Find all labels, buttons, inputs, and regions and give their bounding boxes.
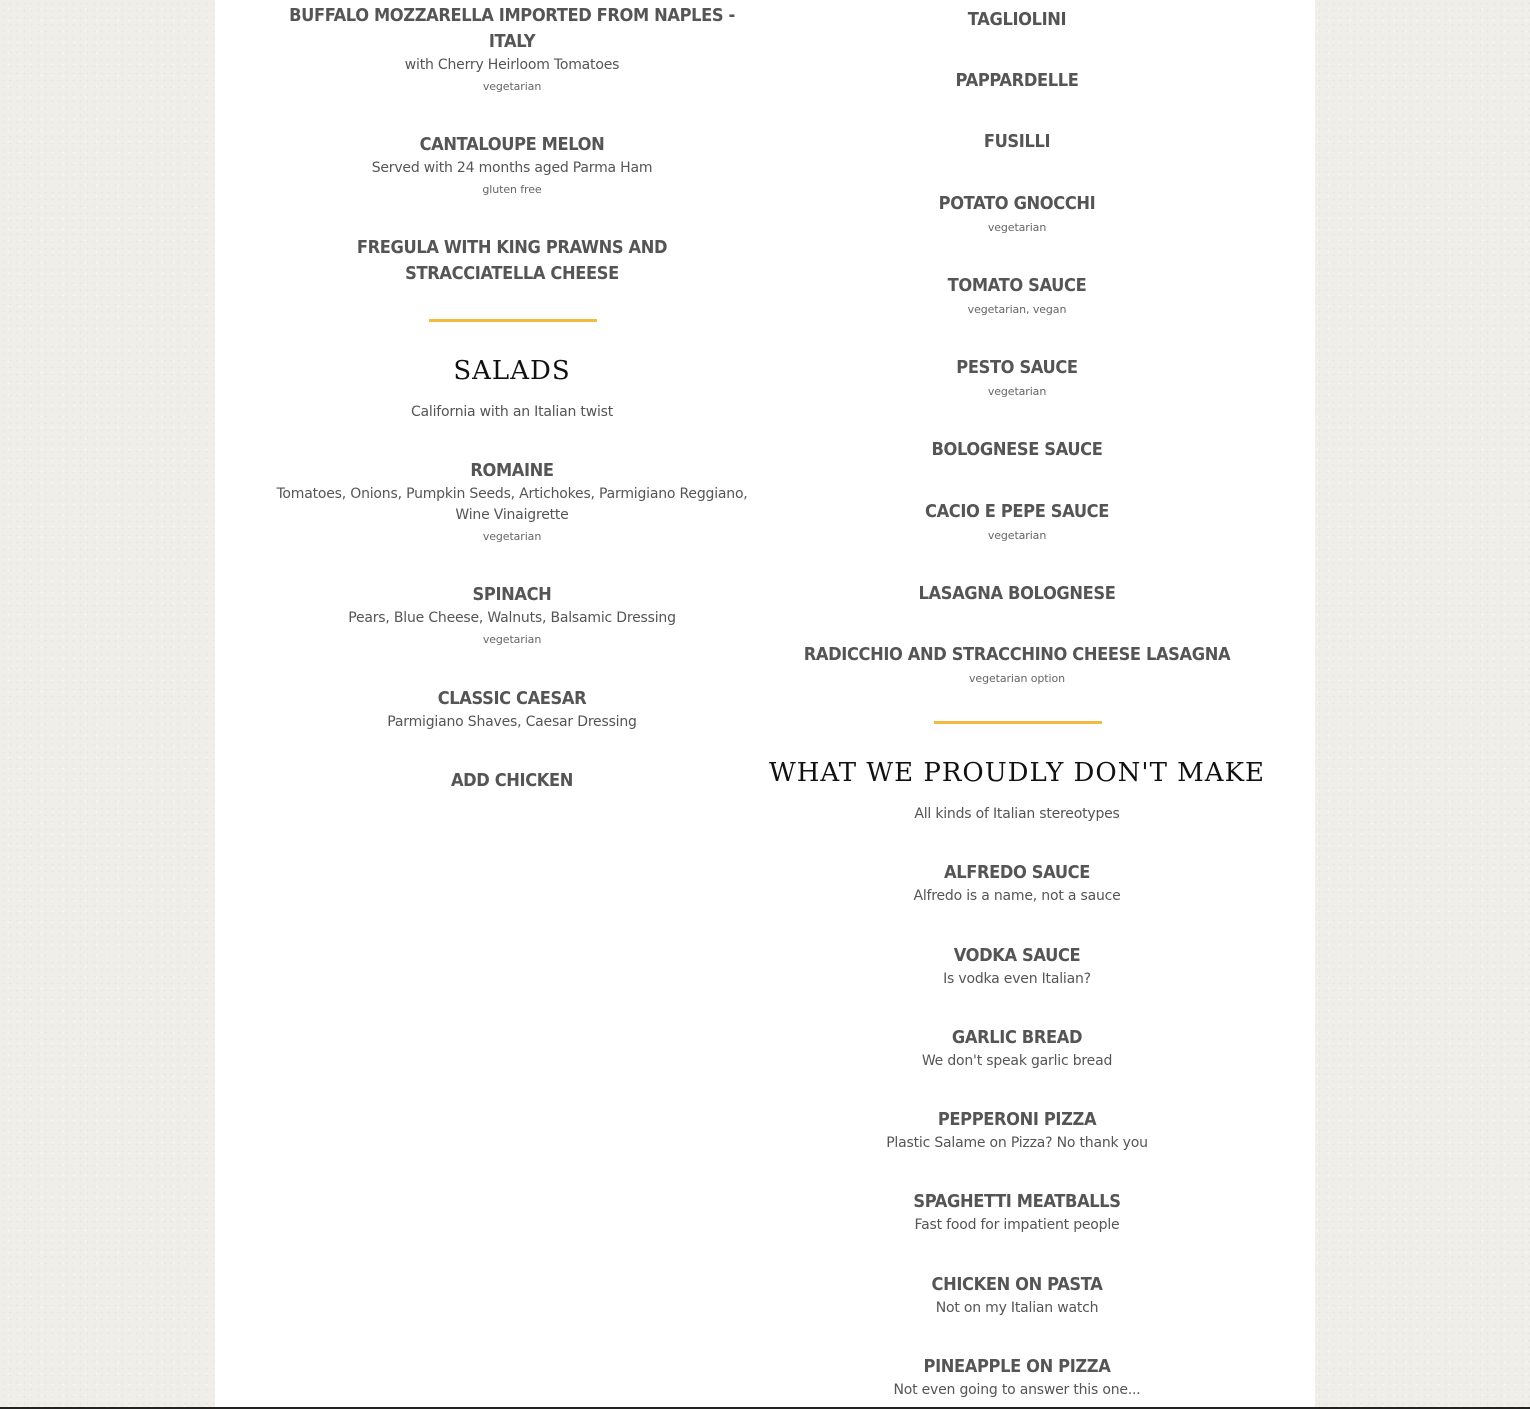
menu-item-description: Is vodka even Italian? (943, 971, 1091, 987)
menu-item-description: Tomatoes, Onions, Pumpkin Seeds, Artichokes, Parmigiano Reggiano, Wine Vinaigrette (276, 486, 748, 523)
menu-item (777, 1107, 1257, 1154)
menu-item-description: Fast food for impatient people (914, 1217, 1120, 1233)
menu-item (777, 1272, 1257, 1319)
menu-item-title: GARLIC BREAD (951, 1028, 1083, 1048)
menu-item (777, 437, 1257, 463)
menu-item (777, 7, 1257, 33)
menu-item (272, 686, 752, 733)
menu-item-title: VODKA SAUCE (953, 946, 1081, 966)
menu-item (777, 355, 1257, 403)
menu-item (272, 3, 752, 98)
menu-item-description: Parmigiano Shaves, Caesar Dressing (387, 714, 637, 730)
menu-item-title: BUFFALO MOZZARELLA IMPORTED FROM NAPLES - ITALY (289, 6, 735, 52)
menu-item-title: FREGULA WITH KING PRAWNS AND STRACCIATELLA CHEESE (356, 238, 668, 284)
menu-item (777, 581, 1257, 607)
menu-item-tag: vegetarian (987, 221, 1047, 234)
menu-item-description: Pears, Blue Cheese, Walnuts, Balsamic Dressing (348, 610, 676, 626)
menu-item (777, 68, 1257, 94)
menu-item-tag: vegetarian (482, 530, 542, 543)
menu-item-title: TAGLIOLINI (967, 10, 1067, 30)
menu-item (777, 943, 1257, 990)
section-divider (429, 319, 597, 322)
menu-item-description: Alfredo is a name, not a sauce (913, 888, 1121, 904)
menu-item-title: CHICKEN ON PASTA (931, 1275, 1103, 1295)
menu-item-tag: gluten free (482, 183, 542, 196)
menu-item-title: RADICCHIO AND STRACCHINO CHEESE LASAGNA (803, 645, 1231, 665)
section-divider (934, 721, 1102, 724)
menu-item-title: PESTO SAUCE (956, 358, 1078, 378)
menu-item (777, 1189, 1257, 1236)
menu-item-tag: vegetarian (482, 80, 542, 93)
menu-item-description: We don't speak garlic bread (921, 1053, 1113, 1069)
menu-item-title: FUSILLI (983, 132, 1051, 152)
menu-item-title: SPINACH (472, 585, 552, 605)
menu-item (272, 768, 752, 794)
menu-item-title: PAPPARDELLE (955, 71, 1079, 91)
section-subtitle: California with an Italian twist (410, 404, 614, 420)
menu-item-title: PEPPERONI PIZZA (937, 1110, 1097, 1130)
menu-item (777, 273, 1257, 321)
section-subtitle: All kinds of Italian stereotypes (914, 806, 1120, 822)
menu-item-title: ROMAINE (470, 461, 554, 481)
menu-item-title: LASAGNA BOLOGNESE (918, 584, 1116, 604)
section-title-salads: SALADS (453, 356, 571, 386)
menu-item-tag: vegetarian, vegan (967, 303, 1067, 316)
menu-item-description: Served with 24 months aged Parma Ham (371, 160, 653, 176)
menu-item (272, 132, 752, 201)
menu-item-title: ALFREDO SAUCE (943, 863, 1091, 883)
section-title-dont-make: WHAT WE PROUDLY DON'T MAKE (769, 758, 1265, 788)
menu-item-title: ADD CHICKEN (450, 771, 574, 791)
menu-item-description: Plastic Salame on Pizza? No thank you (886, 1135, 1148, 1151)
menu-item (777, 1354, 1257, 1401)
menu-item-title: CLASSIC CAESAR (437, 689, 587, 709)
menu-item (777, 860, 1257, 907)
menu-item-title: CANTALOUPE MELON (419, 135, 605, 155)
menu-item-tag: vegetarian (987, 385, 1047, 398)
menu-item (292, 235, 732, 287)
menu-item-title: CACIO E PEPE SAUCE (925, 502, 1109, 522)
menu-item-description: Not even going to answer this one... (893, 1382, 1141, 1398)
menu-item (777, 642, 1257, 690)
menu-item-tag: vegetarian (482, 633, 542, 646)
menu-item (272, 458, 752, 548)
menu-item (777, 499, 1257, 547)
menu-item (777, 129, 1257, 155)
menu-item-description: Not on my Italian watch (935, 1300, 1099, 1316)
menu-item-title: BOLOGNESE SAUCE (931, 440, 1103, 460)
menu-item-title: SPAGHETTI MEATBALLS (913, 1192, 1121, 1212)
menu-item-title: POTATO GNOCCHI (938, 194, 1096, 214)
menu-item-tag: vegetarian option (969, 672, 1065, 685)
menu-item-tag: vegetarian (987, 529, 1047, 542)
menu-item-title: PINEAPPLE ON PIZZA (923, 1357, 1111, 1377)
menu-item-description: with Cherry Heirloom Tomatoes (404, 57, 620, 73)
menu-item (777, 191, 1257, 239)
menu-item (272, 582, 752, 651)
menu-item-title: TOMATO SAUCE (947, 276, 1087, 296)
menu-item (777, 1025, 1257, 1072)
